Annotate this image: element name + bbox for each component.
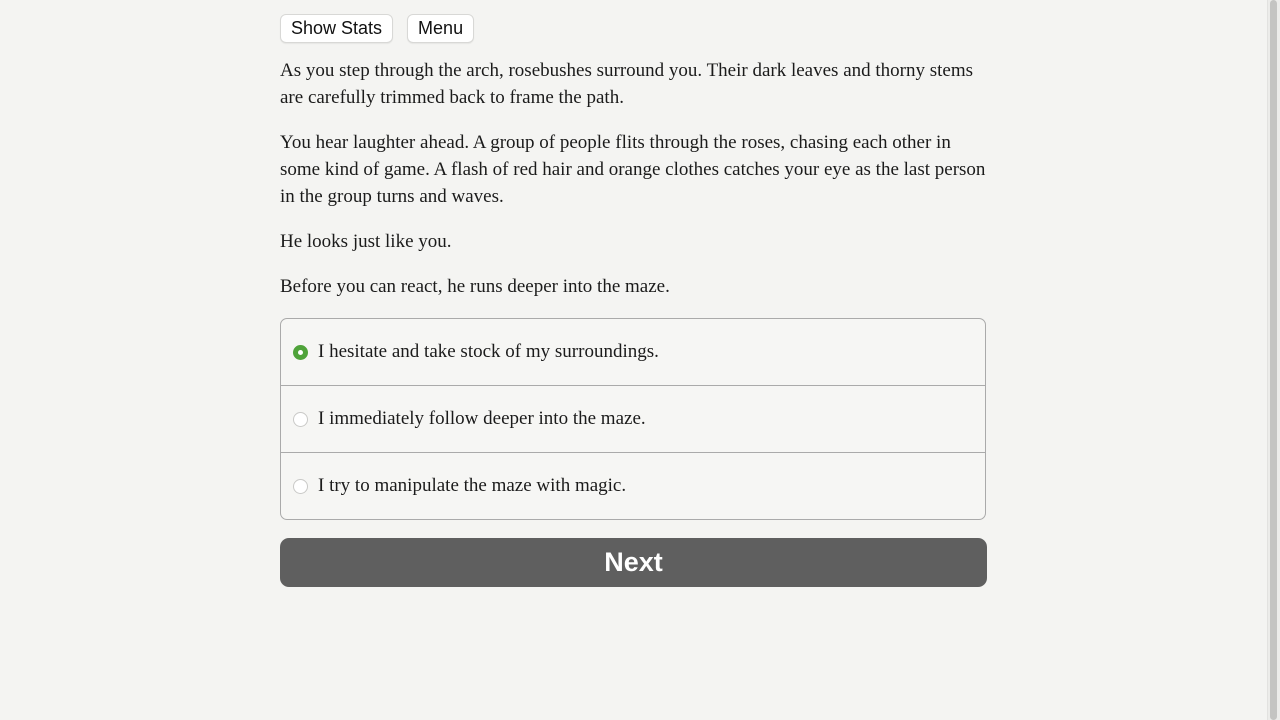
menu-button[interactable]: Menu <box>407 14 474 43</box>
radio-button[interactable] <box>293 412 308 427</box>
story-paragraph: He looks just like you. <box>280 231 452 252</box>
choice-label: I try to manipulate the maze with magic. <box>318 475 627 496</box>
story-paragraph: Before you can react, he runs deeper into the maze. <box>280 276 670 297</box>
game-container <box>280 14 987 587</box>
show-stats-button[interactable]: Show Stats <box>280 14 393 43</box>
scrollbar-thumb[interactable] <box>1270 0 1277 720</box>
story-paragraph: As you step through the arch, rosebushes surround you. Their dark leaves and thorny stems are carefully trimmed back to frame the path. <box>280 60 974 108</box>
story-paragraph: You hear laughter ahead. A group of people flits through the roses, chasing each other in some kind of game. A flash of red hair and orange clothes catches your eye as the last person in the group turns and waves. <box>280 132 986 207</box>
radio-button[interactable] <box>293 479 308 494</box>
toolbar <box>280 14 987 43</box>
choice-label: I hesitate and take stock of my surroundings. <box>318 341 659 362</box>
choice-list <box>280 318 986 520</box>
choice-option[interactable] <box>281 319 985 385</box>
radio-button[interactable] <box>293 345 308 360</box>
next-button[interactable]: Next <box>280 538 987 587</box>
choice-option[interactable] <box>281 452 985 519</box>
story-text <box>280 57 987 300</box>
page-scrollbar[interactable] <box>1267 0 1280 720</box>
choice-option[interactable] <box>281 385 985 452</box>
choice-label: I immediately follow deeper into the maze. <box>318 408 646 429</box>
